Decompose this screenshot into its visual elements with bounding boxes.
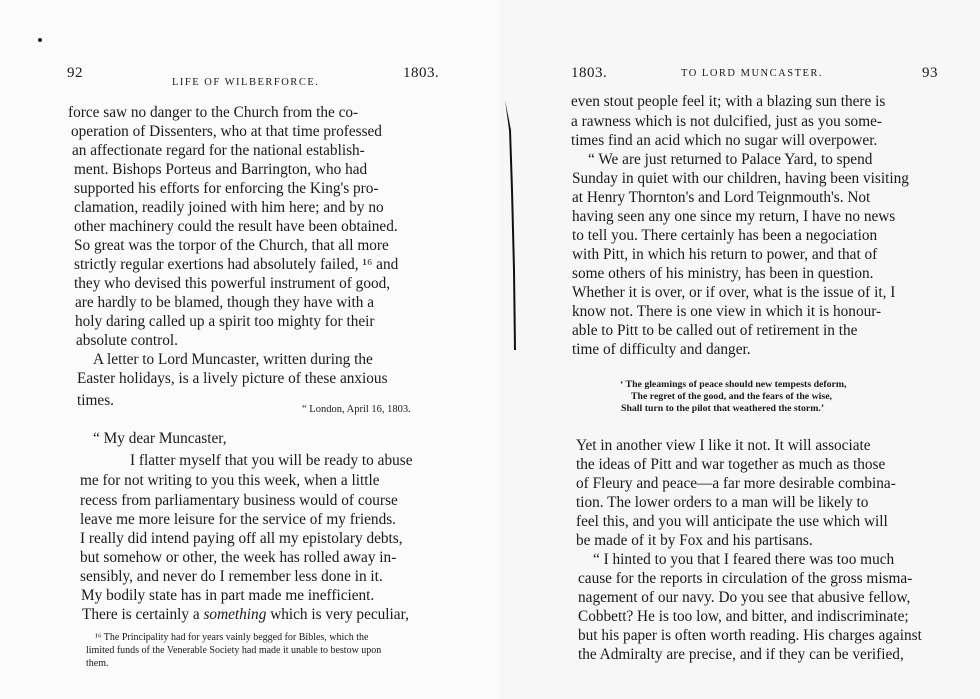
right-header-year: 1803. [571,65,608,81]
letter-line-end: which is very peculiar, [270,606,409,623]
letter-line: leave me more leisure for the service of my friends. [80,511,397,528]
text-line: tion. The lower orders to a man will be likely to [576,494,869,511]
text-line: able to Pitt to be called out of retirement in the [572,322,858,339]
text-line: even stout people feel it; with a blazing sun there is [571,93,886,110]
text-line: feel this, and you will anticipate the use which will [576,513,888,530]
text-line: having seen any one since my return, I have no news [572,208,896,225]
text-line: of Fleury and peace—a far more desirable combina- [576,475,896,492]
text-line: some others of his ministry, has been in question. [572,265,874,282]
poem-line: ‘ The gleamings of peace should new tempests deform, [620,379,847,390]
text-line: nagement of our navy. Do you see that abusive fellow, [578,589,911,606]
letter-line: I flatter myself that you will be ready to abuse [130,452,413,469]
letter-line: recess from parliamentary business would of course [80,492,398,509]
text-line: ment. Bishops Porteus and Barrington, who had [74,161,368,178]
text-line: Sunday in quiet with our children, having been visiting [572,170,909,187]
text-line: with Pitt, in which his return to power, and that of [572,246,878,263]
letter-line-last [82,605,409,624]
text-line: Cobbett? He is too low, and bitter, and indiscriminate; [578,608,909,625]
text-line: Yet in another view I like it not. It will associate [576,437,871,454]
text-line: the ideas of Pitt and war together as much as those [576,456,886,473]
text-line: know not. There is one view in which it is honour- [572,303,882,320]
text-line: they who devised this powerful instrument of good, [74,275,391,292]
letter-line: My bodily state has in part made me inefficient. [81,587,375,604]
text-line: absolute control. [76,332,178,349]
footnote-line: ¹⁶ The Principality had for years vainly begged for Bibles, which the [95,632,369,643]
text-line: Easter holidays, is a lively picture of these anxious [77,370,388,387]
text-line: the Admiralty are precise, and if they can be verified, [578,646,904,663]
right-page-number: 93 [922,65,938,81]
poem-line: Shall turn to the pilot that weathered the storm.’ [621,403,825,414]
text-line: So great was the torpor of the Church, that all more [74,237,389,254]
letter-line: but somehow or other, the week has rolled away in- [80,549,397,566]
text-line: “ We are just returned to Palace Yard, to spend [588,151,873,168]
footnote-line: limited funds of the Venerable Society had made it unable to bestow upon [86,645,382,656]
letter-line: sensibly, and never do I remember less done in it. [80,568,383,585]
text-line: strictly regular exertions had absolutely failed, ¹⁶ and [74,256,399,273]
letter-dateline: “ London, April 16, 1803. [302,404,411,415]
text-line: holy daring called up a spirit too mighty for their [75,313,375,330]
text-line: operation of Dissenters, who at that time professed [71,123,382,140]
text-line: times. [77,392,114,409]
left-header-year: 1803. [403,65,440,81]
text-line: time of difficulty and danger. [572,341,751,358]
footnote-line: them. [86,658,109,669]
text-line: be made of it by Fox and his partisans. [576,532,813,549]
left-running-title: LIFE OF WILBERFORCE. [172,77,320,88]
italic-word: something [203,606,267,623]
text-line: at Henry Thornton's and Lord Teignmouth's. Not [572,189,871,206]
text-line: Whether it is over, or if over, what is the issue of it, I [572,284,896,301]
letter-line: me for not writing to you this week, when a little [80,472,380,489]
ink-dot [38,38,42,42]
text-line: supported his efforts for enforcing the King's pro- [74,180,379,197]
right-running-title: TO LORD MUNCASTER. [681,68,824,79]
text-line: but his paper is often worth reading. His charges against [578,627,922,644]
text-line: A letter to Lord Muncaster, written during the [93,351,373,368]
text-line: to tell you. There certainly has been a negociation [572,227,878,244]
text-line: times find an acid which no sugar will overpower. [571,132,878,149]
text-line: are hardly to be blamed, though they have with a [75,294,375,311]
text-line: force saw no danger to the Church from the co- [68,104,359,121]
gutter-binding-shadow [503,100,517,350]
text-line: other machinery could the result have been obtained. [74,218,398,235]
text-line: cause for the reports in circulation of the gross misma- [578,570,913,587]
letter-line: I really did intend paying off all my epistolary debts, [80,530,403,547]
text-line: clamation, readily joined with him here; and by no [74,199,384,216]
poem-line: The regret of the good, and the fears of the wise, [631,391,832,402]
text-line: “ I hinted to you that I feared there was too much [593,551,895,568]
letter-salutation: “ My dear Muncaster, [93,430,227,447]
text-line: a rawness which is not dulcified, just as you some- [571,113,882,130]
text-line: an affectionate regard for the national establish- [72,142,365,159]
left-page-number: 92 [67,65,83,81]
letter-line-start: There is certainly a [82,606,200,623]
